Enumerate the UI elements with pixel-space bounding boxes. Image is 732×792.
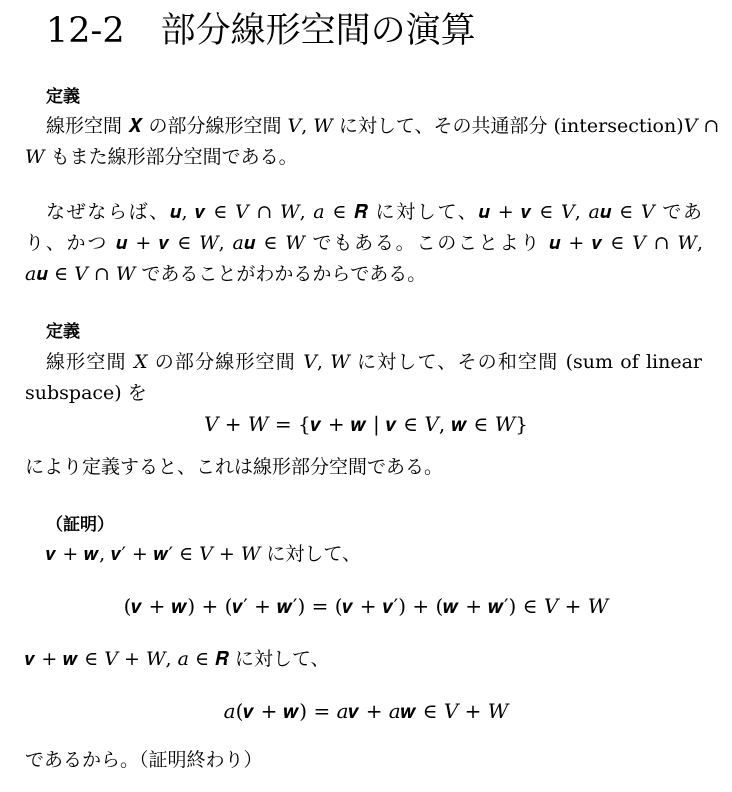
definition-text-line: 𝑊 もまた線形部分空間である。: [25, 146, 298, 168]
reason-text-line: なぜならば、𝒖, 𝒗 ∈ 𝑉 ∩ 𝑊, 𝑎 ∈ 𝑹 に対して、𝒖 + 𝒗 ∈ 𝑉, 𝑎𝒖 ∈ 𝑉 であ: [46, 201, 702, 223]
proof-heading: （証明）: [46, 515, 114, 535]
definition-text-line: により定義すると、これは線形部分空間である。: [25, 456, 444, 478]
section-number: 12-2: [46, 11, 125, 51]
proof-text-line: 𝒗 + 𝒘 ∈ 𝑉 + 𝑊, 𝑎 ∈ 𝑹 に対して、: [25, 648, 330, 670]
closure-under-addition-formula: (𝒗 + 𝒘) + (𝒗′ + 𝒘′) = (𝒗 + 𝒗′) + (𝒘 + 𝒘′) ∈ 𝑉 + 𝑊: [123, 594, 609, 618]
proof-text-line: 𝒗 + 𝒘, 𝒗′ + 𝒘′ ∈ 𝑉 + 𝑊 に対して、: [46, 543, 362, 565]
definition-text-line: 線形空間 𝑋 の部分線形空間 𝑉, 𝑊 に対して、その和空間 (sum of linear: [46, 351, 702, 373]
definition-text-line: 線形空間 𝑿 の部分線形空間 𝑉, 𝑊 に対して、その共通部分 (intersection)𝑉 ∩: [46, 115, 720, 137]
definition-heading: 定義: [46, 322, 80, 342]
sum-space-formula: 𝑉 + 𝑊 = {𝒗 + 𝒘 | 𝒗 ∈ 𝑉, 𝒘 ∈ 𝑊}: [204, 412, 528, 436]
section-title: [46, 8, 476, 54]
proof-conclusion: であるから。（証明終わり）: [25, 749, 263, 771]
section-heading: 部分線形空間の演算: [160, 11, 476, 51]
reason-text-line: 𝑎𝒖 ∈ 𝑉 ∩ 𝑊 であることがわかるからである。: [25, 263, 427, 285]
reason-text-line: り、かつ 𝒖 + 𝒗 ∈ 𝑊, 𝑎𝒖 ∈ 𝑊 でもある。このことより 𝒖 + 𝒗 ∈ 𝑉 ∩ 𝑊,: [25, 232, 703, 254]
definition-text-line: subspace) を: [25, 382, 147, 404]
closure-under-scalar-formula: 𝑎(𝒗 + 𝒘) = 𝑎𝒗 + 𝑎𝒘 ∈ 𝑉 + 𝑊: [223, 699, 509, 723]
definition-heading: 定義: [46, 87, 80, 107]
